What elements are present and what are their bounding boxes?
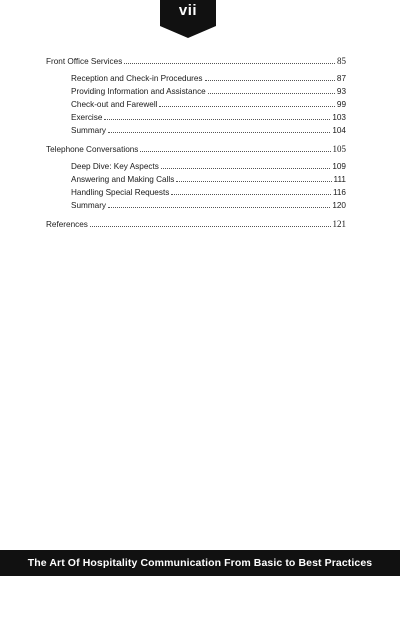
toc-entry[interactable] (46, 72, 346, 85)
toc-entry[interactable] (46, 160, 346, 173)
toc-entry-title: Reception and Check-in Procedures (71, 74, 203, 83)
toc-section-references[interactable] (46, 218, 346, 231)
toc-entry-title: Exercise (71, 113, 103, 122)
footer-band (0, 550, 400, 576)
leader-dots (161, 160, 330, 169)
table-of-contents (46, 52, 346, 231)
toc-entry-page: 99 (336, 100, 346, 109)
leader-dots (108, 124, 330, 133)
toc-entry-title: Providing Information and Assistance (71, 87, 206, 96)
leader-dots (159, 98, 334, 107)
toc-entry[interactable] (46, 199, 346, 212)
toc-entry[interactable] (46, 173, 346, 186)
leader-dots (171, 186, 331, 195)
toc-entry-title: Answering and Making Calls (71, 175, 175, 184)
toc-entry-page: 87 (336, 74, 346, 83)
toc-entry[interactable] (46, 85, 346, 98)
leader-dots (104, 111, 330, 120)
toc-entry-page: 116 (332, 188, 346, 197)
toc-section-page: 85 (337, 56, 346, 66)
leader-dots (90, 218, 331, 227)
page-number-badge (160, 0, 216, 38)
toc-entry-title: Handling Special Requests (71, 188, 170, 197)
toc-entry-title: Summary (71, 201, 107, 210)
toc-entry-page: 120 (332, 201, 346, 210)
leader-dots (205, 72, 335, 81)
toc-entry-page: 93 (336, 87, 346, 96)
toc-section-page: 121 (332, 219, 346, 229)
page-number: vii (178, 2, 198, 19)
toc-entry-page: 104 (332, 126, 346, 135)
toc-section-front-office[interactable] (46, 55, 346, 68)
toc-section-title: Front Office Services (46, 57, 123, 66)
toc-section-title: References (46, 220, 88, 229)
toc-entry-page: 103 (332, 113, 346, 122)
toc-entry[interactable] (46, 98, 346, 111)
leader-dots (124, 55, 335, 64)
toc-section-title: Telephone Conversations (46, 145, 139, 154)
toc-entry-page: 111 (333, 175, 346, 184)
toc-entry-title: Deep Dive: Key Aspects (71, 162, 159, 171)
toc-entry-page: 109 (332, 162, 346, 171)
toc-entry-title: Check-out and Farewell (71, 100, 158, 109)
book-title: The Art Of Hospitality Communication From Basic to Best Practices (27, 557, 373, 569)
leader-dots (140, 143, 330, 152)
leader-dots (176, 173, 331, 182)
leader-dots (208, 85, 335, 94)
toc-entry[interactable] (46, 186, 346, 199)
leader-dots (108, 199, 330, 208)
toc-entry-title: Summary (71, 126, 107, 135)
toc-section-page: 105 (332, 144, 346, 154)
toc-section-telephone[interactable] (46, 143, 346, 156)
toc-entry[interactable] (46, 124, 346, 137)
toc-entry[interactable] (46, 111, 346, 124)
